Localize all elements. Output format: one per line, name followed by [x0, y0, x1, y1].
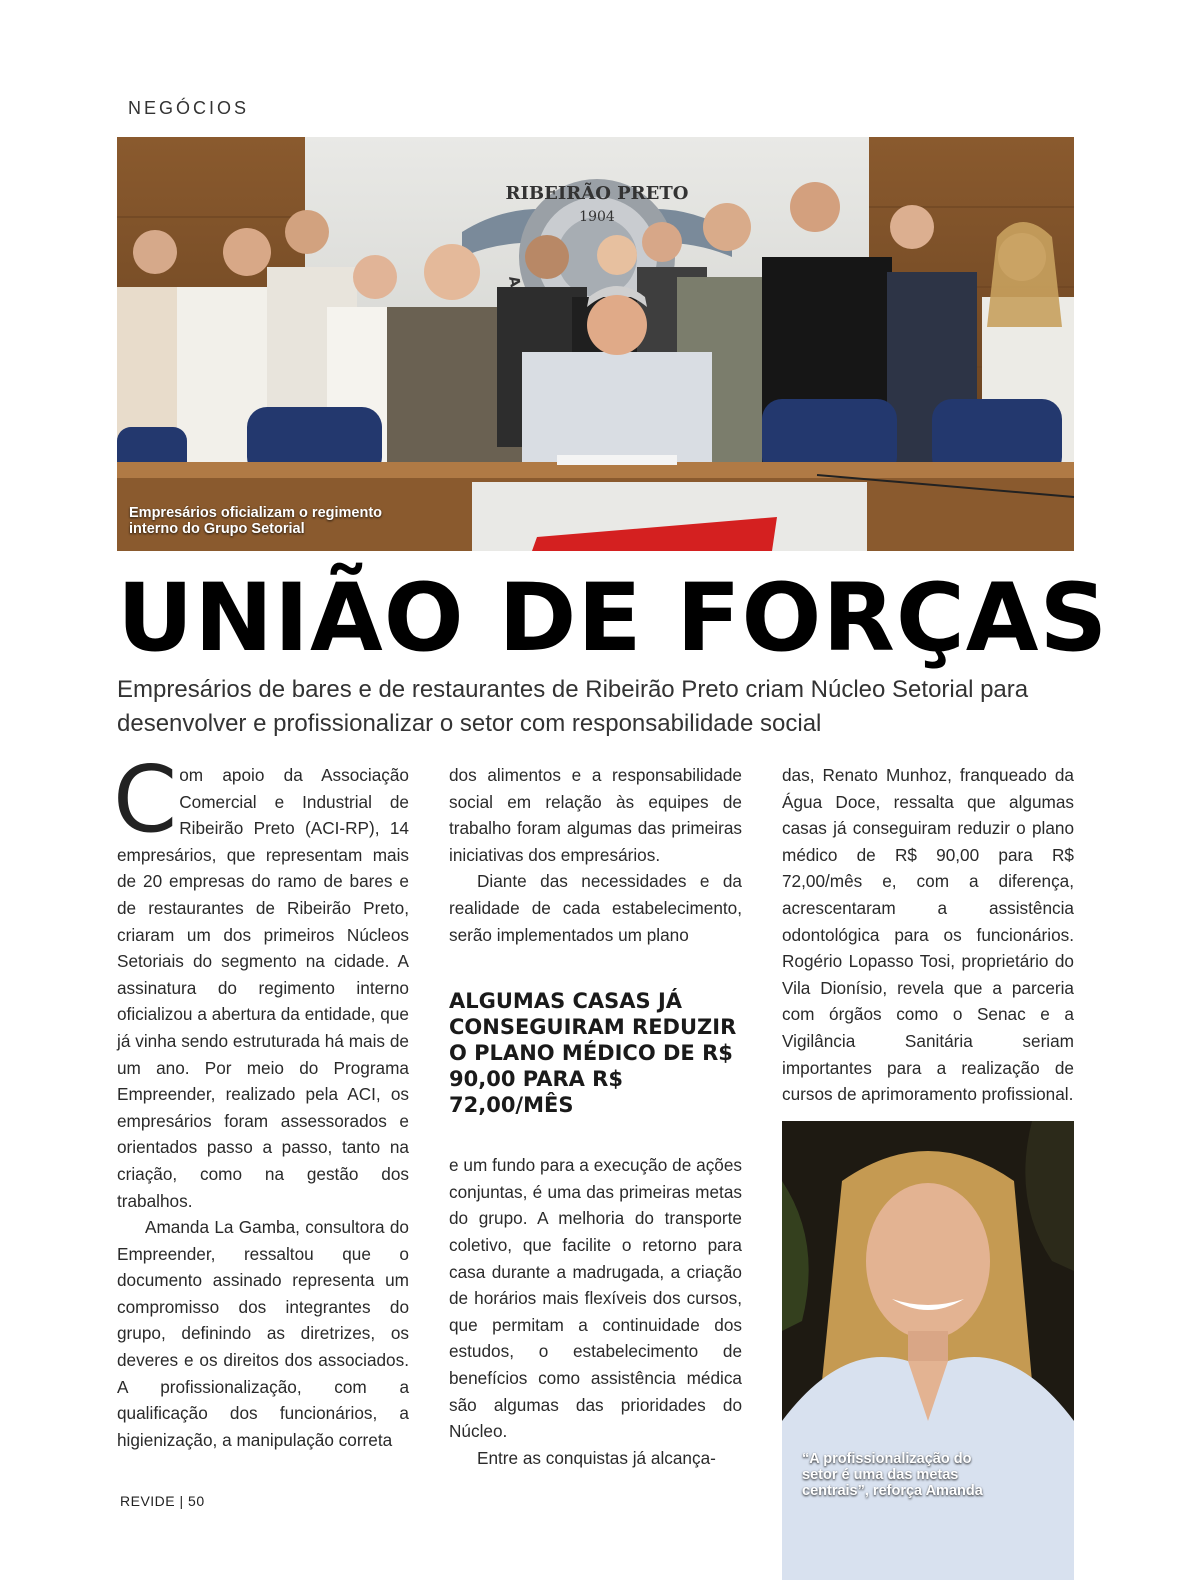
body-column-3 — [782, 762, 1074, 1108]
paragraph: dos alimentos e a responsabilidade social em relação às equipes de trabalho foram algumas das primeiras iniciativas dos empresários. — [449, 765, 742, 865]
hero-caption: Empresários oficializam o regimento interno do Grupo Setorial — [129, 505, 383, 537]
article-deck: Empresários de bares e de restaurantes de Ribeirão Preto criam Núcleo Setorial para desenvolver e profissionalizar o setor com responsabilidade social — [117, 676, 1029, 737]
paragraph: Amanda La Gamba, consultora do Empreender, ressaltou que o documento assinado representa um compromisso dos integrantes do grupo, definindo as diretrizes, os deveres e os direitos dos associados. A profissionalização, com a qualificação dos funcionários, a higienização, a manipulação correta — [117, 1217, 409, 1450]
hero-photo — [117, 137, 1074, 551]
paragraph-text: om apoio da Associação Comercial e Industrial de Ribeirão Preto (ACI-RP), 14 empresários, que representam mais de 20 empresas do ramo de bares e de restaurantes de Ribeirão Preto, criaram um dos primeiros Núcleos Setoriais do segmento na cidade. A assinatura do regimento interno oficializou a abertura da entidade, que já vinha sendo estruturada há mais de um ano. Por meio do Programa Empreender, realizado pela ACI, os empresários foram assessorados e orientados passo a passo, tanto na criação, como na gestão dos trabalhos. — [117, 765, 409, 1211]
page-folio: REVIDE | 50 — [120, 1493, 205, 1509]
portrait-caption: “A profissionalização do setor é uma das metas centrais”, reforça Amanda — [802, 1451, 983, 1499]
article-headline: UNIÃO DE FORÇAS — [117, 564, 1109, 673]
paragraph — [113, 746, 409, 1214]
dropcap: C — [113, 746, 178, 853]
paragraph: e um fundo para a execução de ações conjuntas, é uma das primeiras metas do grupo. A melhoria do transporte coletivo, que facilite o retorno para casa durante a madrugada, a criação de horários mais flexíveis dos cursos, que permitam a continuidade dos estudos, o estabelecimento de benefícios como assistência médica são algumas das prioridades do Núcleo. — [449, 1155, 742, 1442]
portrait-photo — [782, 1121, 1074, 1580]
paragraph: Entre as conquistas já alcança- — [477, 1447, 716, 1468]
body-column-2 — [449, 762, 742, 1471]
paragraph: das, Renato Munhoz, franqueado da Água Doce, ressalta que algumas casas já conseguiram reduzir o plano médico de R$ 90,00 para R$ 72,00/mês e, com a diferença, acrescentaram a assistência odontológica para os funcionários. Rogério Lopasso Tosi, proprietário do Vila Dionísio, revela que a parceria com órgãos como o Senac e a Vigilância Sanitária seriam importantes para a realização de cursos de aprimoramento profissional. — [782, 765, 1074, 1105]
portrait-illustration — [782, 1121, 1074, 1580]
paragraph: Diante das necessidades e da realidade de cada estabelecimento, serão implementados um plano — [449, 871, 742, 945]
logo-top-text: RIBEIRÃO PRETO — [505, 183, 689, 204]
pull-quote: ALGUMAS CASAS JÁ CONSEGUIRAM REDUZIR O PLANO MÉDICO DE R$ 90,00 PARA R$ 72,00/MÊS — [449, 989, 737, 1118]
hero-illustration — [117, 137, 1074, 551]
logo-year-text: 1904 — [579, 209, 615, 225]
body-column-1 — [113, 746, 409, 1453]
section-label: NEGÓCIOS — [128, 98, 250, 118]
